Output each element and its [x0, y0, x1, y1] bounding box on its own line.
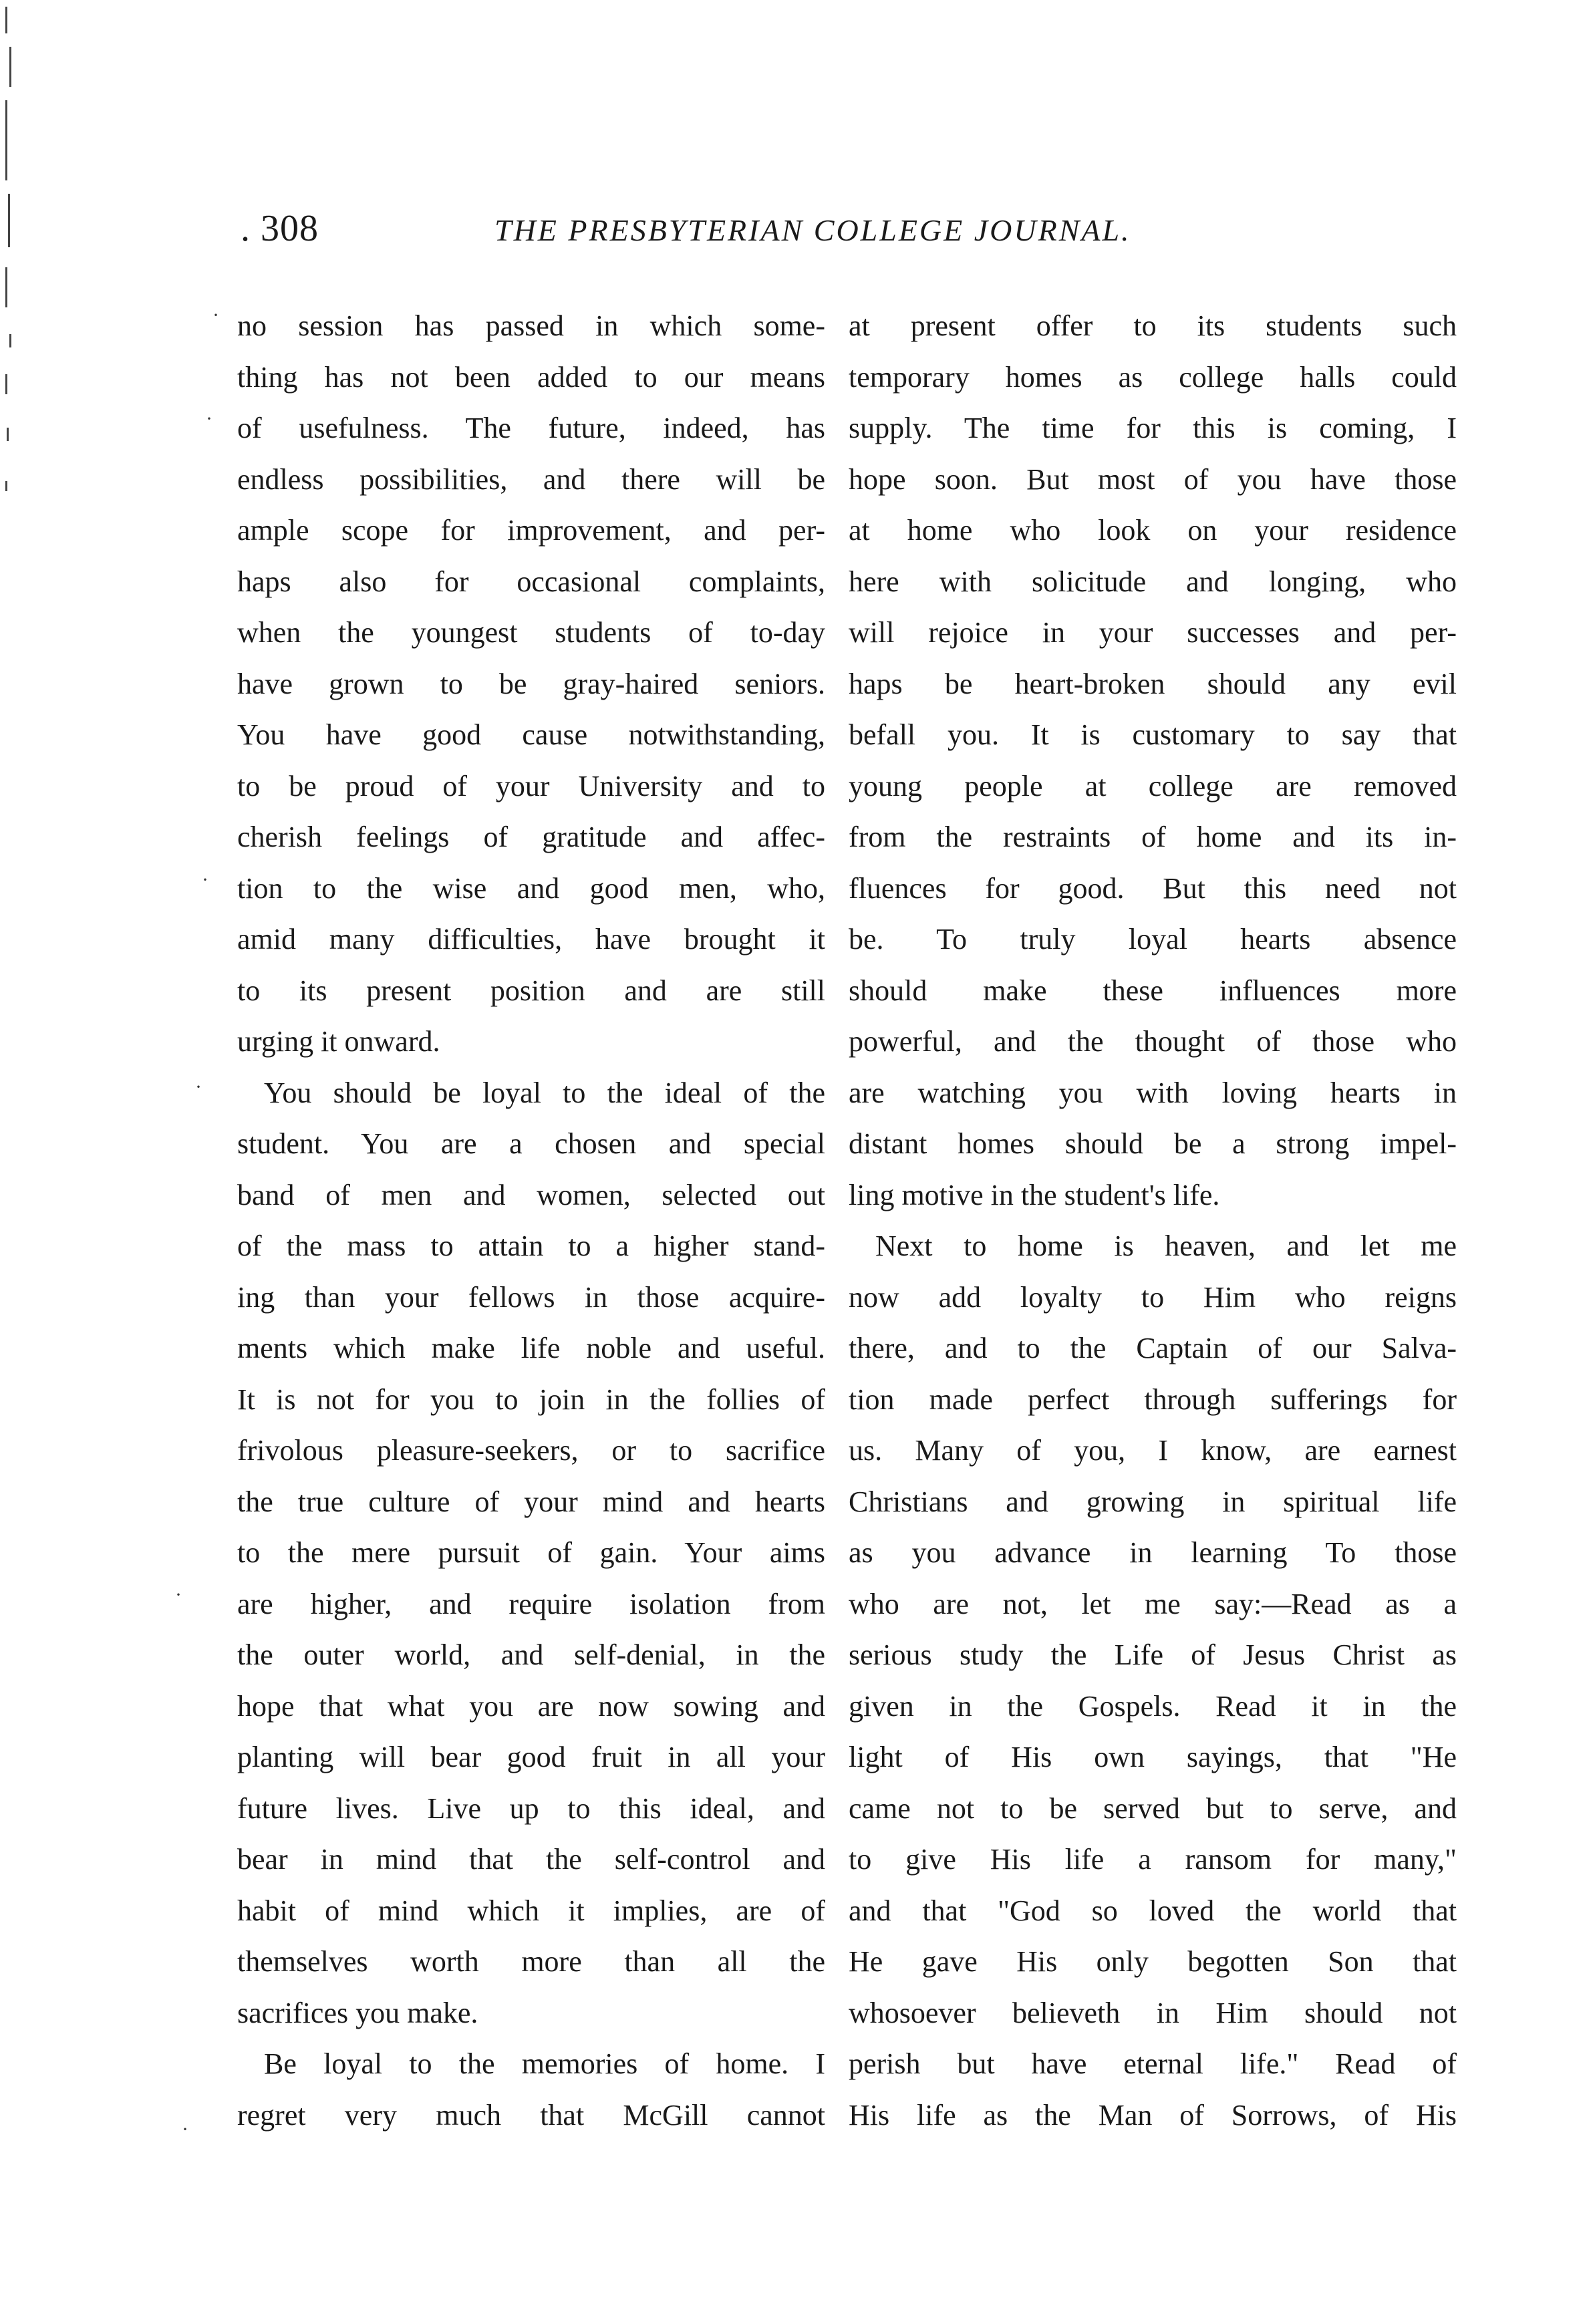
text-line: haps be heart-broken should any evil — [849, 667, 1457, 700]
margin-mark: · — [212, 304, 219, 326]
text-line: sacrifices you make. — [237, 1996, 478, 2029]
margin-mark: · — [195, 1076, 202, 1098]
text-line: ing than your fellows in those acquire- — [237, 1280, 825, 1314]
text-line: be. To truly loyal hearts absence — [849, 923, 1457, 956]
text-line: are watching you with loving hearts in — [849, 1076, 1457, 1109]
text-line: hope soon. But most of you have those — [849, 462, 1457, 496]
text-line: supply. The time for this is coming, I — [849, 412, 1457, 444]
text-line: serious study the Life of Jesus Christ as — [849, 1638, 1457, 1671]
text-line: young people at college are removed — [849, 769, 1457, 803]
text-line: of usefulness. The future, indeed, has — [237, 412, 825, 444]
text-line: given in the Gospels. Read it in the — [849, 1689, 1457, 1723]
text-line: tion made perfect through sufferings for — [849, 1383, 1457, 1416]
text-line: who are not, let me say:—Read as a — [849, 1587, 1457, 1620]
margin-mark: · — [202, 869, 208, 891]
text-line: light of His own sayings, that "He — [849, 1741, 1457, 1773]
margin-mark: · — [206, 408, 212, 430]
text-line: haps also for occasional complaints, — [237, 565, 825, 598]
text-line: at present offer to its students such — [849, 309, 1457, 342]
text-line: came not to be served but to serve, and — [849, 1791, 1457, 1825]
text-line: have grown to be gray-haired seniors. — [237, 667, 825, 700]
text-line: no session has passed in which some- — [237, 309, 825, 342]
text-line: He gave His only begotten Son that — [849, 1945, 1457, 1978]
text-line: His life as the Man of Sorrows, of His — [849, 2098, 1457, 2132]
text-line: to give His life a ransom for many," — [849, 1843, 1457, 1876]
text-line: to the mere pursuit of gain. Your aims — [237, 1536, 825, 1569]
journal-title: THE PRESBYTERIAN COLLEGE JOURNAL. — [494, 213, 1131, 247]
text-line: planting will bear good fruit in all your — [237, 1741, 825, 1773]
text-line: Be loyal to the memories of home. I — [264, 2047, 825, 2080]
right-column — [849, 301, 1457, 2141]
text-line: the true culture of your mind and hearts — [237, 1485, 825, 1518]
text-line: distant homes should be a strong impel- — [849, 1127, 1457, 1160]
text-line: befall you. It is customary to say that — [849, 718, 1457, 751]
text-line: there, and to the Captain of our Salva- — [849, 1332, 1457, 1364]
text-line: student. You are a chosen and special — [237, 1127, 825, 1160]
text-line: temporary homes as college halls could — [849, 360, 1457, 394]
margin-mark: · — [182, 2118, 188, 2140]
text-line: us. Many of you, I know, are earnest — [849, 1434, 1457, 1467]
text-line: Christians and growing in spiritual life — [849, 1485, 1457, 1518]
text-line: hope that what you are now sowing and — [237, 1689, 825, 1723]
text-line: future lives. Live up to this ideal, and — [237, 1791, 825, 1825]
text-line: as you advance in learning To those — [849, 1536, 1457, 1569]
text-line: amid many difficulties, have brought it — [237, 923, 825, 956]
text-line: thing has not been added to our means — [237, 360, 825, 394]
text-line: ments which make life noble and useful. — [237, 1332, 825, 1364]
text-line: should make these influences more — [849, 974, 1457, 1007]
text-line: You have good cause notwithstanding, — [237, 718, 825, 751]
text-line: habit of mind which it implies, are of — [237, 1894, 825, 1927]
text-line: to be proud of your University and to — [237, 769, 825, 803]
text-line: perish but have eternal life." Read of — [849, 2047, 1457, 2080]
text-line: at home who look on your residence — [849, 514, 1457, 547]
text-line: themselves worth more than all the — [237, 1945, 825, 1978]
text-line: the outer world, and self-denial, in the — [237, 1638, 825, 1671]
text-line: You should be loyal to the ideal of the — [264, 1076, 825, 1109]
text-line: now add loyalty to Him who reigns — [849, 1280, 1457, 1314]
text-line: tion to the wise and good men, who, — [237, 871, 825, 905]
text-line: band of men and women, selected out — [237, 1178, 825, 1211]
text-line: ling motive in the student's life. — [849, 1178, 1220, 1211]
text-line: will rejoice in your successes and per- — [849, 616, 1457, 649]
running-head — [241, 207, 1283, 267]
text-line: frivolous pleasure-seekers, or to sacrifice — [237, 1434, 825, 1467]
margin-mark: · — [175, 1584, 182, 1606]
text-line: ample scope for improvement, and per- — [237, 514, 825, 547]
text-line: when the youngest students of to-day — [237, 616, 825, 649]
text-line: bear in mind that the self-control and — [237, 1843, 825, 1876]
text-line: cherish feelings of gratitude and affec- — [237, 821, 825, 853]
text-line: Next to home is heaven, and let me — [875, 1229, 1457, 1262]
left-column — [237, 301, 825, 2141]
text-line: of the mass to attain to a higher stand- — [237, 1229, 825, 1262]
text-line: urging it onward. — [237, 1025, 440, 1058]
page-number: . 308 — [241, 208, 319, 249]
text-line: whosoever believeth in Him should not — [849, 1996, 1457, 2029]
text-line: here with solicitude and longing, who — [849, 565, 1457, 598]
text-line: regret very much that McGill cannot — [237, 2098, 825, 2132]
text-line: and that "God so loved the world that — [849, 1894, 1457, 1927]
text-line: endless possibilities, and there will be — [237, 462, 825, 496]
text-line: from the restraints of home and its in- — [849, 821, 1457, 853]
text-line: powerful, and the thought of those who — [849, 1025, 1457, 1058]
text-line: to its present position and are still — [237, 974, 825, 1007]
text-line: are higher, and require isolation from — [237, 1587, 825, 1620]
binding-edge-marks — [0, 0, 27, 601]
text-line: fluences for good. But this need not — [849, 871, 1457, 905]
text-line: It is not for you to join in the follies of — [237, 1383, 825, 1416]
